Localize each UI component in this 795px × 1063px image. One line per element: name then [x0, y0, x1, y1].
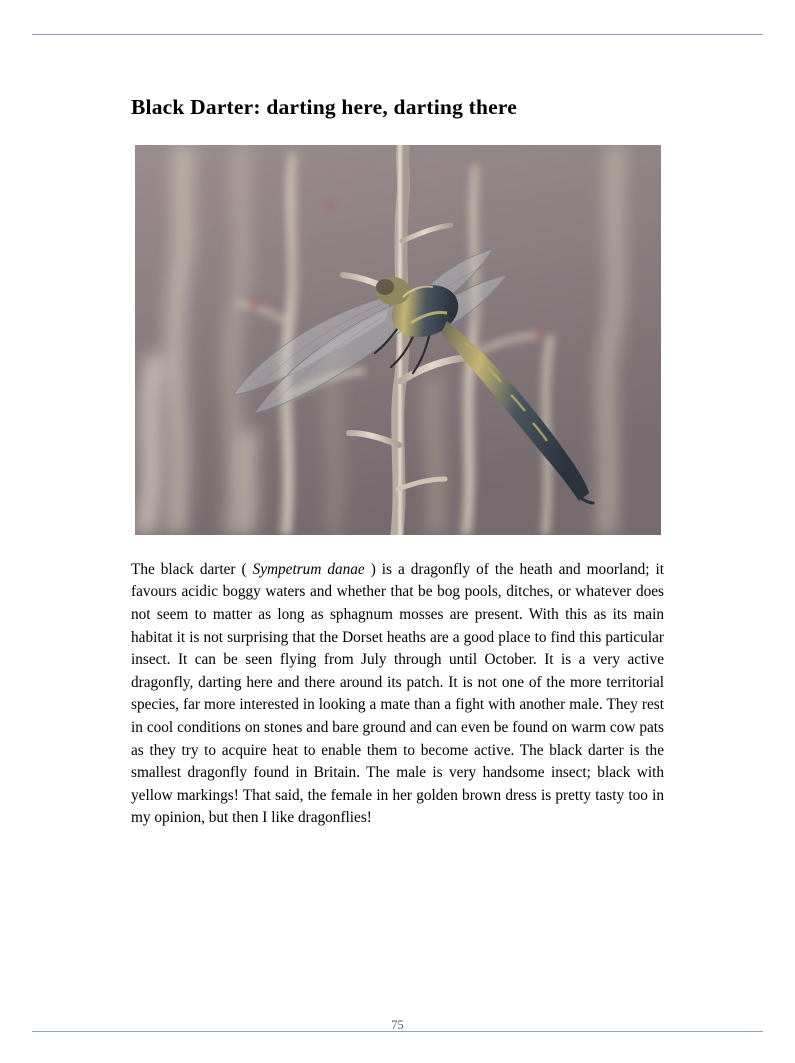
article-paragraph — [131, 559, 664, 830]
scientific-name: Sympetrum danae — [252, 560, 365, 578]
page-content — [131, 95, 664, 830]
page-number: 75 — [391, 1018, 404, 1032]
paragraph-text-before: The black darter ( — [131, 560, 253, 578]
black-darter-dragonfly-photo — [135, 145, 661, 535]
paragraph-text-after: ) is a dragonfly of the heath and moorland; it favours acidic boggy waters and whether that be bog pools, ditches, or whatever does not seem to matter as long as sphagnum mosses are present. With this as its main habitat it is not surprising that the Dorset heaths are a good place to find this particular insect. It can be seen flying from July through until October. It is a very active dragonfly, darting here and there around its patch. It is not one of the more territorial species, far more interested in looking a mate than a fight with another male. They rest in cool conditions on stones and bare ground and can even be found on warm cow pats as they try to acquire heat to enable them to become active. The black darter is the smallest dragonfly found in Britain. The male is very handsome insect; black with yellow markings! That said, the female in her golden brown dress is pretty tasty too in my opinion, but then I like dragonflies! — [131, 560, 664, 827]
page-top-rule — [32, 34, 763, 35]
page-bottom-rule — [32, 1031, 763, 1032]
page-title: Black Darter: darting here, darting there — [131, 95, 517, 119]
photo-illustration — [135, 145, 661, 535]
